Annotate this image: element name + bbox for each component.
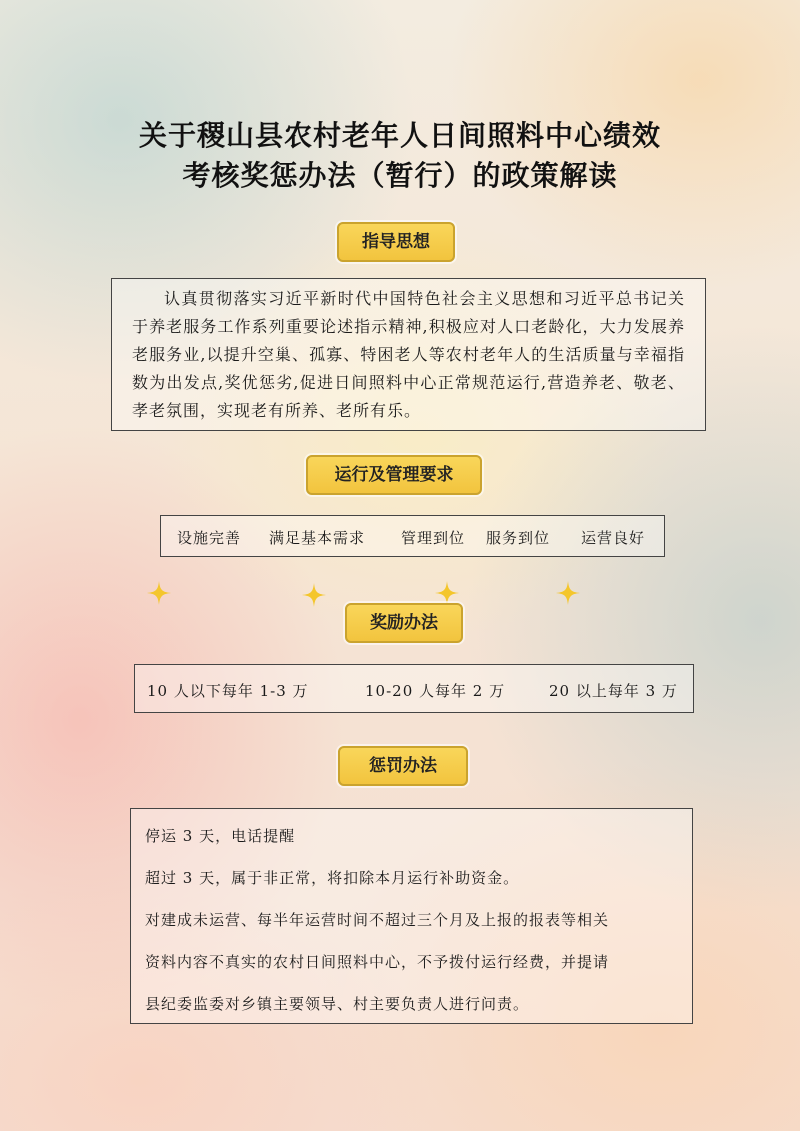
guide-text: 认真贯彻落实习近平新时代中国特色社会主义思想和习近平总书记关于养老服务工作系列重要论述指示精神,积极应对人口老龄化，大力发展养老服务业,以提升空巢、孤寡、特困老人等农村老年人的生活质量与幸福指数为出发点,奖优惩劣,促进日间照料中心正常规范运行,营造养老、敬老、孝老氛围，实现老有所养、老所有乐。 bbox=[132, 289, 685, 420]
sparkle-star-icon bbox=[147, 581, 171, 605]
sparkle-star-icon bbox=[302, 583, 326, 607]
requirement-item: 满足基本需求 bbox=[269, 529, 366, 547]
reward-item: 10-20 人每年 2 万 bbox=[365, 682, 506, 700]
penalties-label: 惩罚办法 bbox=[338, 746, 468, 786]
sparkle-star-icon bbox=[556, 581, 580, 605]
title-line-2: 考核奖惩办法（暂行）的政策解读 bbox=[182, 159, 618, 192]
rewards-label: 奖励办法 bbox=[345, 603, 463, 643]
requirements-box bbox=[160, 515, 665, 557]
penalty-line: 对建成未运营、每半年运营时间不超过三个月及上报的报表等相关 bbox=[145, 911, 610, 929]
sparkle-star-icon bbox=[435, 581, 459, 605]
penalty-line: 资料内容不真实的农村日间照料中心，不予拨付运行经费，并提请 bbox=[145, 953, 610, 971]
requirement-item: 运营良好 bbox=[581, 529, 646, 547]
reward-item: 10 人以下每年 1-3 万 bbox=[147, 682, 309, 700]
requirement-item: 服务到位 bbox=[486, 529, 551, 547]
penalty-line: 停运 3 天，电话提醒 bbox=[145, 827, 296, 845]
reward-item: 20 以上每年 3 万 bbox=[549, 682, 678, 700]
requirement-item: 管理到位 bbox=[401, 529, 466, 547]
penalties-box bbox=[130, 808, 693, 1024]
rewards-box bbox=[134, 664, 694, 713]
title-line-1: 关于稷山县农村老年人日间照料中心绩效 bbox=[138, 119, 661, 152]
requirement-item: 设施完善 bbox=[177, 529, 242, 547]
page-title bbox=[0, 116, 800, 196]
guide-label: 指导思想 bbox=[337, 222, 455, 262]
penalty-line: 县纪委监委对乡镇主要领导、村主要负责人进行问责。 bbox=[145, 995, 530, 1013]
requirements-label: 运行及管理要求 bbox=[306, 455, 482, 495]
penalty-line: 超过 3 天，属于非正常，将扣除本月运行补助资金。 bbox=[145, 869, 520, 887]
guide-box bbox=[111, 278, 706, 431]
